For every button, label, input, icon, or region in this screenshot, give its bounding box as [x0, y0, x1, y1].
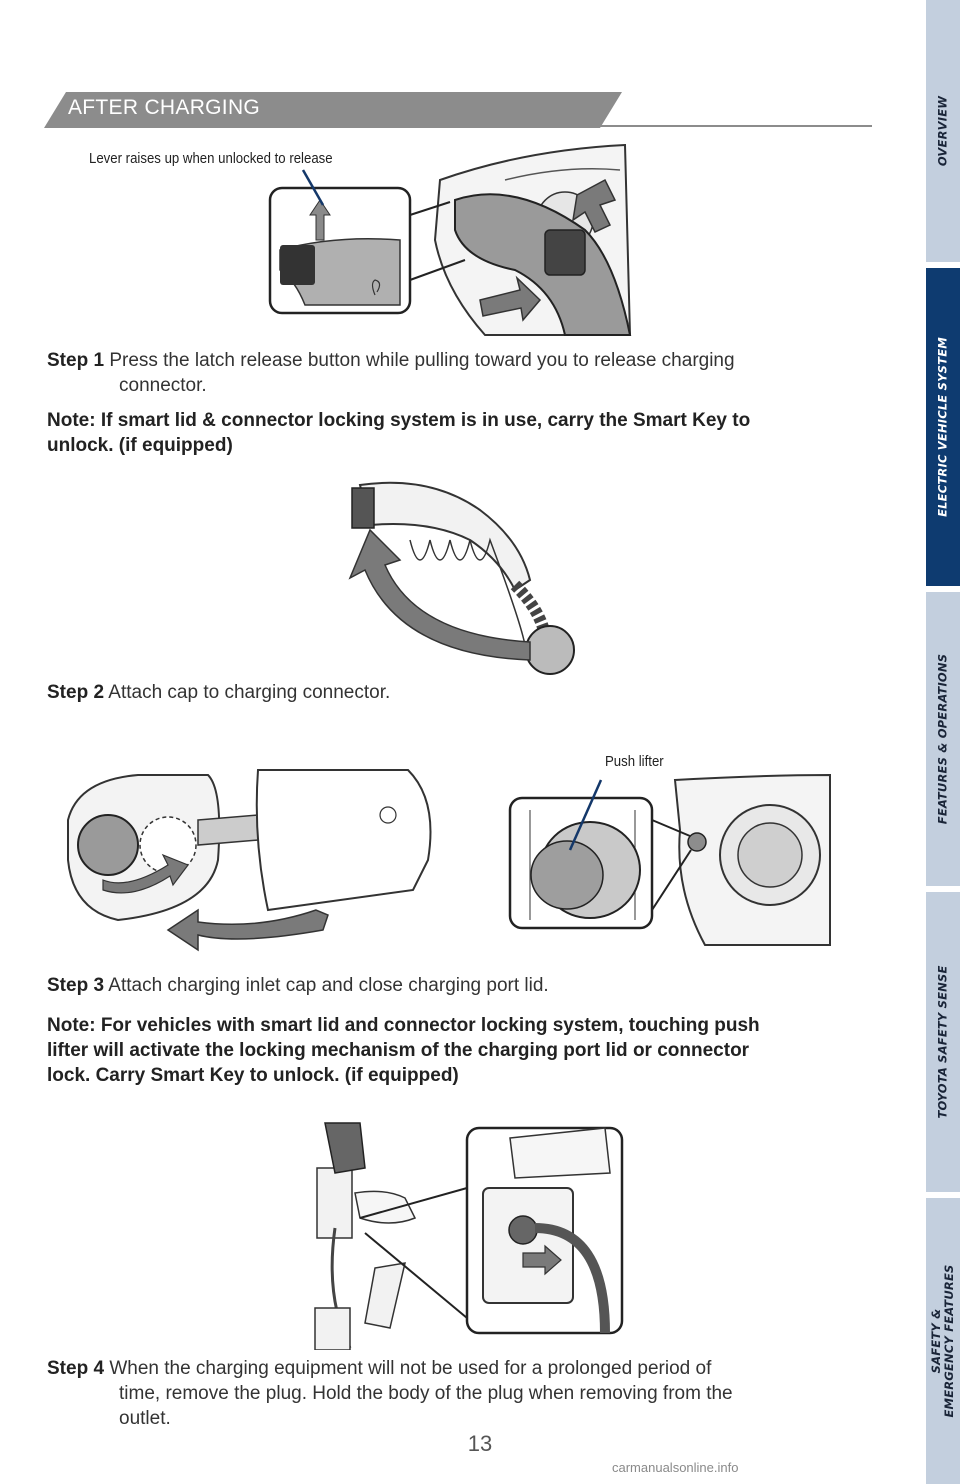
step-3-label: Step 3 — [47, 975, 105, 996]
step-2 — [47, 680, 390, 705]
page-number: 13 — [467, 1431, 493, 1456]
step-2-label: Step 2 — [47, 682, 105, 703]
callout-lever: Lever raises up when unlocked to release — [89, 150, 333, 167]
note-1-line1: Note: If smart lid & connector locking system is in use, carry the Smart Key to — [47, 410, 751, 431]
tab-electric-vehicle-system-label: ELECTRIC VEHICLE SYSTEM — [935, 337, 950, 517]
note-2-line1: Note: For vehicles with smart lid and connector locking system, touching push — [47, 1015, 760, 1036]
illustration-attach-cap — [320, 470, 590, 680]
step-2-text: Attach cap to charging connector. — [108, 682, 391, 703]
step-1 — [47, 348, 735, 398]
tab-toyota-safety-sense-label: TOYOTA SAFETY SENSE — [935, 965, 950, 1119]
callout-push-lifter: Push lifter — [605, 753, 664, 770]
illustration-push-lifter — [505, 770, 835, 960]
header-rule — [600, 125, 872, 127]
step-1-label: Step 1 — [47, 350, 105, 371]
tab-features-operations[interactable] — [926, 592, 960, 886]
illustration-remove-plug — [305, 1118, 630, 1350]
tab-overview[interactable] — [926, 0, 960, 262]
tab-overview-label: OVERVIEW — [935, 95, 950, 167]
tab-electric-vehicle-system[interactable] — [926, 268, 960, 586]
step-4-label: Step 4 — [47, 1358, 105, 1379]
footer-watermark: carmanualsonline.info — [612, 1460, 739, 1475]
step-4-text-cont2: outlet. — [119, 1408, 171, 1429]
note-2 — [47, 1013, 877, 1088]
note-1-line2: unlock. (if equipped) — [47, 435, 233, 456]
tab-safety-emergency-features-label — [930, 1265, 956, 1418]
step-3-text: Attach charging inlet cap and close charging port lid. — [108, 975, 549, 996]
illustration-close-lid — [58, 760, 450, 965]
step-1-text: Press the latch release button while pulling toward you to release charging — [109, 350, 735, 371]
note-1 — [47, 408, 877, 458]
illustration-latch-release — [265, 140, 645, 340]
tab-safety-line2: EMERGENCY FEATURES — [942, 1264, 956, 1418]
note-2-line2: lifter will activate the locking mechanism of the charging port lid or connector — [47, 1040, 750, 1061]
tab-features-operations-label: FEATURES & OPERATIONS — [935, 653, 950, 825]
side-navigation — [926, 0, 960, 1484]
step-4-text-cont: time, remove the plug. Hold the body of the plug when removing from the — [119, 1383, 733, 1404]
section-title: AFTER CHARGING — [68, 96, 261, 119]
step-3 — [47, 973, 549, 998]
step-4-text: When the charging equipment will not be used for a prolonged period of — [109, 1358, 712, 1379]
step-1-text-cont: connector. — [119, 375, 207, 396]
note-2-line3: lock. Carry Smart Key to unlock. (if equipped) — [47, 1065, 459, 1086]
step-4 — [47, 1356, 733, 1431]
tab-safety-line1: SAFETY & — [929, 1308, 943, 1374]
tab-toyota-safety-sense[interactable] — [926, 892, 960, 1192]
